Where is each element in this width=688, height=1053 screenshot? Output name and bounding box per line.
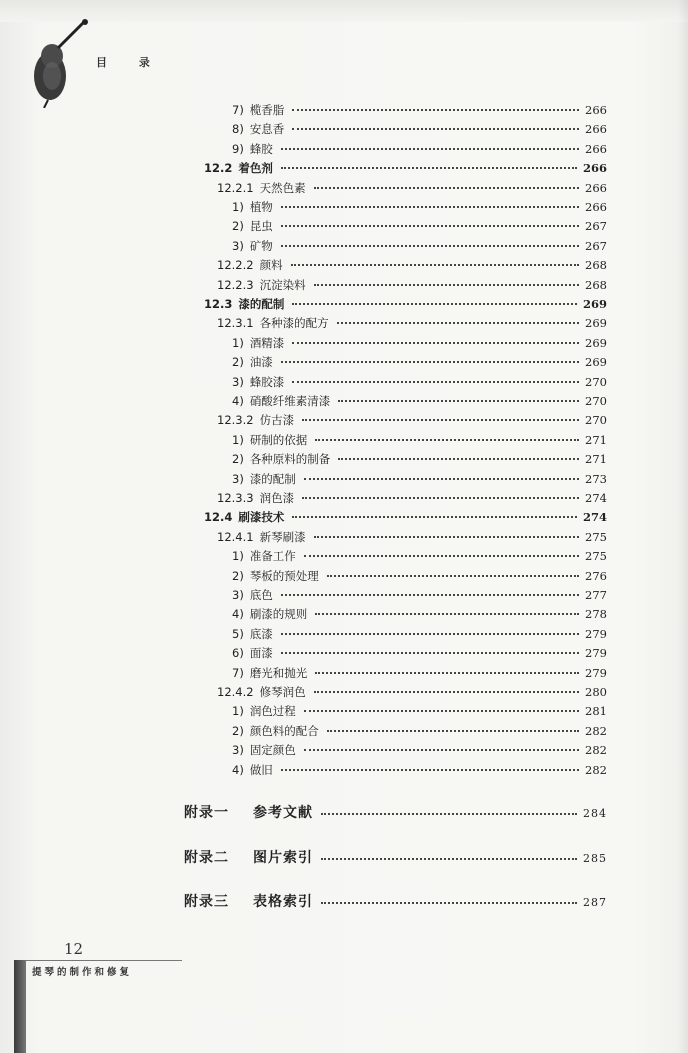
toc-entry-number: 5) <box>232 626 244 641</box>
dot-leader <box>281 148 579 150</box>
toc-entry-label: 蜂胶漆 <box>249 374 285 389</box>
toc-entry-item <box>232 586 607 604</box>
dot-leader <box>292 342 579 344</box>
toc-entry-label: 琴板的预处理 <box>249 568 319 583</box>
appendix-number: 附录二 <box>184 850 229 866</box>
toc-entry-page: 277 <box>585 588 607 602</box>
toc-entry-label: 酒精漆 <box>249 335 285 350</box>
dot-leader <box>281 594 579 596</box>
toc-entry-page: 279 <box>585 626 607 641</box>
toc-entry-item <box>232 140 607 158</box>
toc-entry-sub <box>217 489 607 507</box>
toc-entry-sub <box>217 683 607 701</box>
toc-entry-page: 268 <box>585 277 607 292</box>
toc-entry-page: 267 <box>585 238 607 253</box>
dot-leader <box>327 575 579 577</box>
toc-entry-page: 269 <box>585 355 607 370</box>
dot-leader <box>281 633 579 635</box>
toc-entry-item <box>232 392 607 410</box>
dot-leader <box>304 478 579 480</box>
toc-entry-page: 279 <box>585 665 607 680</box>
dot-leader <box>281 652 579 654</box>
scan-top-edge <box>0 0 688 22</box>
toc-entry-item <box>232 101 607 119</box>
toc-entry-item <box>232 237 607 255</box>
toc-entry-label: 润色漆 <box>259 491 295 505</box>
toc-entry-item <box>232 664 607 682</box>
appendix-label: 参考文献 <box>253 805 313 821</box>
toc-entry-sec <box>204 159 607 177</box>
toc-entry-page: 282 <box>585 743 607 758</box>
toc-entry-item <box>232 644 607 662</box>
dot-leader <box>304 555 579 557</box>
toc-entry-item <box>232 625 607 643</box>
toc-entry-label: 新琴刷漆 <box>259 529 306 544</box>
toc-entry-label: 昆虫 <box>249 219 273 234</box>
toc-entry-page: 275 <box>585 529 607 544</box>
appendix-number: 附录一 <box>184 805 229 821</box>
toc-entry-number: 1) <box>232 704 244 719</box>
toc-entry-label: 磨光和抛光 <box>249 665 308 680</box>
toc-entry-label: 底漆 <box>249 626 273 641</box>
appendix-label: 表格索引 <box>253 894 313 910</box>
toc-entry-item <box>232 761 607 779</box>
toc-entry-page: 266 <box>582 161 607 176</box>
scan-right-edge <box>678 0 688 1053</box>
toc-entry-page: 275 <box>585 549 607 564</box>
toc-entry-label: 天然色素 <box>259 180 306 195</box>
toc-entry-label: 颜色料的配合 <box>249 723 319 738</box>
toc-entry-label: 修琴润色 <box>259 685 306 699</box>
appendix-label: 图片索引 <box>253 850 313 866</box>
cello-icon <box>22 18 92 108</box>
dot-leader <box>292 516 577 518</box>
toc-entry-number: 4) <box>232 607 244 622</box>
toc-entry-item <box>232 198 607 216</box>
toc-entry-number: 1) <box>232 200 244 214</box>
toc-entry-number: 2) <box>232 452 244 467</box>
toc-entry-page: 279 <box>585 646 607 661</box>
page-number: 12 <box>64 940 84 958</box>
toc-entry-number: 12.3 <box>204 297 233 311</box>
dot-leader <box>315 672 579 674</box>
toc-entry-page: 269 <box>582 297 607 311</box>
dot-leader <box>292 303 577 305</box>
toc-entry-page: 271 <box>585 432 607 447</box>
toc-entry-page: 266 <box>585 122 607 137</box>
toc-entry-page: 270 <box>585 413 607 428</box>
toc-entry-page: 268 <box>585 258 607 273</box>
toc-entry-label: 矿物 <box>249 238 273 253</box>
toc-entry-label: 着色剂 <box>238 161 273 176</box>
toc-entry-page: 276 <box>585 568 607 583</box>
toc-appendix <box>184 800 607 826</box>
dot-leader <box>315 439 579 441</box>
toc-entry-number: 8) <box>232 122 244 137</box>
toc-entry-page: 278 <box>585 607 607 622</box>
toc-entry-number: 12.2.2 <box>217 258 254 273</box>
toc-entry-page: 266 <box>585 200 607 214</box>
dot-leader <box>292 381 579 383</box>
toc-entry-number: 1) <box>232 335 244 350</box>
toc-entry-label: 榄香脂 <box>249 103 285 117</box>
dot-leader <box>291 264 579 266</box>
dot-leader <box>304 710 579 712</box>
appendix-page: 285 <box>583 852 607 865</box>
toc-entry-number: 4) <box>232 762 244 777</box>
toc-entry-item <box>232 741 607 759</box>
toc-entry-number: 3) <box>232 588 244 602</box>
toc-entry-label: 固定颜色 <box>249 743 296 758</box>
toc-entry-label: 各种原料的制备 <box>249 452 331 467</box>
toc-entry-label: 漆的配制 <box>238 297 285 311</box>
dot-leader <box>338 400 579 402</box>
toc-entry-label: 沉淀染料 <box>259 277 306 292</box>
toc-entry-item <box>232 334 607 352</box>
toc-entry-sub <box>217 256 607 274</box>
dot-leader <box>321 858 577 860</box>
toc-entry-item <box>232 120 607 138</box>
toc-entry-page: 280 <box>585 685 607 699</box>
toc-entry-label: 润色过程 <box>249 704 296 719</box>
dot-leader <box>292 128 579 130</box>
toc-entry-item <box>232 567 607 585</box>
toc-entry-number: 12.4.1 <box>217 529 254 544</box>
toc-entry-page: 274 <box>585 491 607 505</box>
appendix-page: 287 <box>583 896 607 909</box>
toc-entry-item <box>232 353 607 371</box>
toc-entry-item <box>232 431 607 449</box>
toc-entry-number: 1) <box>232 432 244 447</box>
toc-entry-sub <box>217 411 607 429</box>
toc-entry-item <box>232 547 607 565</box>
toc-entry-number: 12.4.2 <box>217 685 254 699</box>
footer-dark-bar <box>14 960 26 1053</box>
toc-entry-label: 准备工作 <box>249 549 296 564</box>
toc-entry-page: 266 <box>585 103 607 117</box>
toc-entry-number: 2) <box>232 568 244 583</box>
toc-entry-item <box>232 605 607 623</box>
toc-entry-number: 2) <box>232 355 244 370</box>
toc-entry-number: 12.3.2 <box>217 413 254 428</box>
toc-entry-label: 漆的配制 <box>249 471 296 486</box>
toc-entry-sub <box>217 314 607 332</box>
toc-entry-page: 267 <box>585 219 607 234</box>
toc-entry-number: 12.3.1 <box>217 316 254 331</box>
toc-entry-number: 12.2 <box>204 161 233 176</box>
dot-leader <box>338 458 579 460</box>
dot-leader <box>337 322 579 324</box>
dot-leader <box>314 691 579 693</box>
book-title: 提琴的制作和修复 <box>32 967 133 978</box>
toc-entry-page: 270 <box>585 374 607 389</box>
dot-leader <box>281 206 579 208</box>
toc-entry-label: 颜料 <box>259 258 283 273</box>
toc-entry-label: 面漆 <box>249 646 273 661</box>
dot-leader <box>281 167 577 169</box>
dot-leader <box>281 245 579 247</box>
toc-appendix <box>184 845 607 871</box>
toc-entry-number: 9) <box>232 141 244 156</box>
toc-entry-number: 2) <box>232 723 244 738</box>
toc-entry-number: 3) <box>232 238 244 253</box>
toc-entry-item <box>232 470 607 488</box>
toc-entry-item <box>232 373 607 391</box>
appendix-number: 附录三 <box>184 894 229 910</box>
toc-entry-number: 3) <box>232 374 244 389</box>
toc-entry-sec <box>204 508 607 526</box>
toc-entry-number: 12.4 <box>204 510 233 525</box>
toc-entry-page: 270 <box>585 394 607 408</box>
toc-entry-page: 269 <box>585 316 607 331</box>
dot-leader <box>304 749 579 751</box>
dot-leader <box>327 730 579 732</box>
toc-entry-sub <box>217 276 607 294</box>
dot-leader <box>302 419 579 421</box>
dot-leader <box>281 769 579 771</box>
toc-entry-label: 仿古漆 <box>259 413 295 428</box>
toc-entry-page: 266 <box>585 141 607 156</box>
toc-entry-sec <box>204 295 607 313</box>
dot-leader <box>321 902 577 904</box>
toc-entry-page: 266 <box>585 180 607 195</box>
toc-entry-number: 3) <box>232 471 244 486</box>
toc-entry-label: 底色 <box>249 588 273 602</box>
toc-entry-label: 研制的依据 <box>249 432 308 447</box>
toc-entry-number: 12.3.3 <box>217 491 254 505</box>
toc-entry-number: 2) <box>232 219 244 234</box>
toc-entry-item <box>232 722 607 740</box>
toc-entry-number: 6) <box>232 646 244 661</box>
toc-entry-number: 12.2.3 <box>217 277 254 292</box>
footer-rule <box>22 960 182 961</box>
toc-entry-page: 273 <box>585 471 607 486</box>
toc-entry-label: 硝酸纤维素清漆 <box>249 394 331 408</box>
toc-entry-item <box>232 450 607 468</box>
toc-entry-label: 各种漆的配方 <box>259 316 329 331</box>
toc-entry-label: 安息香 <box>249 122 285 137</box>
toc-entry-label: 油漆 <box>249 355 273 370</box>
toc-entry-number: 3) <box>232 743 244 758</box>
toc-entry-number: 12.2.1 <box>217 180 254 195</box>
toc-entry-page: 282 <box>585 723 607 738</box>
toc-entry-page: 274 <box>582 510 607 525</box>
header-title: 目 录 <box>96 56 164 69</box>
toc-entry-number: 1) <box>232 549 244 564</box>
toc-entry-page: 271 <box>585 452 607 467</box>
toc-entry-number: 7) <box>232 665 244 680</box>
toc-entry-number: 4) <box>232 394 244 408</box>
toc-entry-label: 刷漆的规则 <box>249 607 308 622</box>
toc-entry-page: 281 <box>585 704 607 719</box>
toc-entry-number: 7) <box>232 103 244 117</box>
toc-entry-page: 269 <box>585 335 607 350</box>
toc-entry-sub <box>217 179 607 197</box>
dot-leader <box>321 813 577 815</box>
dot-leader <box>315 613 579 615</box>
toc-entry-label: 刷漆技术 <box>238 510 285 525</box>
toc-entry-page: 282 <box>585 762 607 777</box>
toc-entry-label: 植物 <box>249 200 273 214</box>
dot-leader <box>292 109 579 111</box>
toc-entry-label: 做旧 <box>249 762 273 777</box>
appendix-page: 284 <box>583 807 607 820</box>
dot-leader <box>281 361 579 363</box>
toc-appendix <box>184 889 607 915</box>
toc-entry-label: 蜂胶 <box>249 141 273 156</box>
dot-leader <box>314 284 579 286</box>
dot-leader <box>302 497 579 499</box>
dot-leader <box>281 225 579 227</box>
dot-leader <box>314 187 579 189</box>
toc-entry-sub <box>217 528 607 546</box>
toc-entry-item <box>232 217 607 235</box>
toc-entry-item <box>232 702 607 720</box>
dot-leader <box>314 536 579 538</box>
